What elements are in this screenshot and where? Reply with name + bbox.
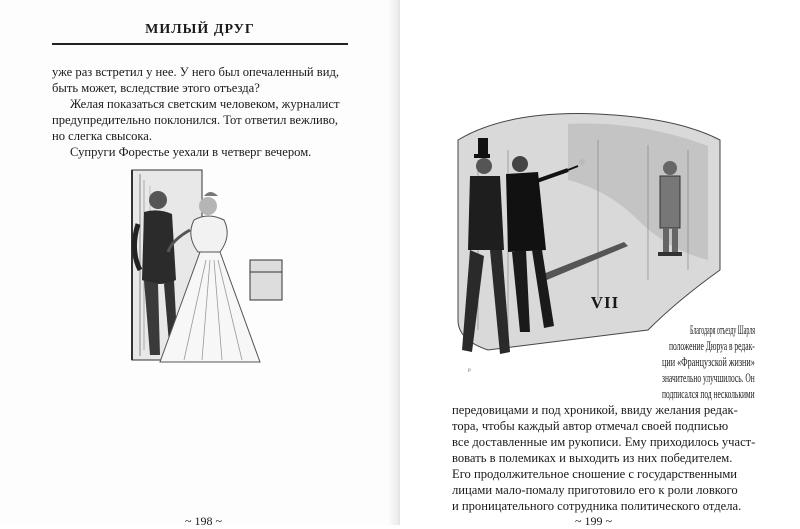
text-line: но слегка свысока. bbox=[52, 129, 153, 143]
text-line: тора, чтобы каждый автор отмечал своей подписью bbox=[452, 419, 729, 433]
text-line: положение Дюруа в редак- bbox=[669, 339, 755, 353]
left-page bbox=[0, 0, 400, 528]
right-page bbox=[400, 0, 800, 528]
text-line: и проницательного сотрудника политического отдела. bbox=[452, 499, 742, 513]
text-line: передовицами и под хроникой, ввиду желания редак- bbox=[452, 403, 738, 417]
text-line: значительно улучшилось. Он bbox=[662, 371, 755, 385]
text-line: ции «Французской жизни» bbox=[662, 355, 755, 369]
text-line: предупредительно поклонился. Тот ответил вежливо, bbox=[52, 113, 339, 127]
text-line: подписался под несколькими bbox=[662, 387, 755, 401]
text-line: все доставленные им рукописи. Ему приходилось участ- bbox=[452, 435, 756, 449]
page-number-left: ~ 198 ~ bbox=[185, 514, 222, 528]
left-text-block bbox=[52, 64, 348, 160]
text-line: уже раз встретил у нее. У него был опечаленный вид, bbox=[52, 65, 340, 79]
text-line: Желая показаться светским человеком, журналист bbox=[70, 97, 340, 111]
text-line: быть может, вследствие этого отъезда? bbox=[52, 81, 260, 95]
text-line: Супруги Форестье уехали в четверг вечером. bbox=[70, 145, 312, 159]
chapter-heading: VII bbox=[590, 293, 620, 312]
svg-text:ᴾ: ᴾ bbox=[468, 367, 471, 376]
engraving-couple bbox=[120, 160, 295, 370]
header-rule bbox=[52, 43, 348, 45]
illustration-couple bbox=[120, 160, 295, 370]
text-line: Его продолжительное сношение с государственными bbox=[452, 467, 738, 481]
running-head: МИЛЫЙ ДРУГ bbox=[145, 22, 255, 37]
text-line: Благодаря отъезду Шарля bbox=[690, 323, 755, 337]
text-line: вовать в полемиках и выходить из них победителем. bbox=[452, 451, 733, 465]
text-line: лицами мало-помалу приготовило его к роли ловкого bbox=[452, 483, 738, 497]
page-number-right: ~ 199 ~ bbox=[575, 514, 612, 528]
